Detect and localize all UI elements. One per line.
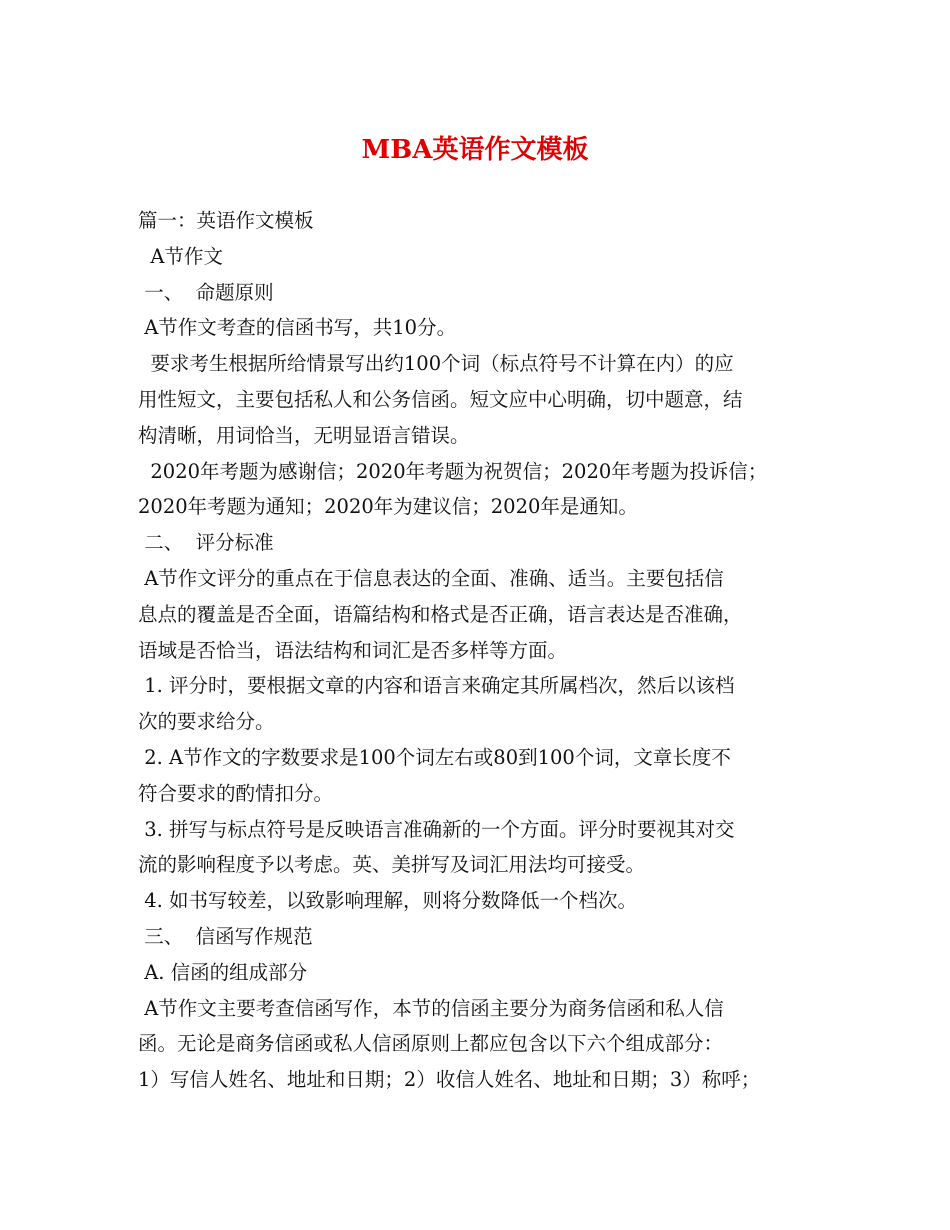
body-line: 次的要求给分。 bbox=[138, 710, 275, 734]
body-line: 一、 命题原则 bbox=[138, 280, 274, 304]
body-line: A. 信函的组成部分 bbox=[138, 960, 308, 984]
body-line: A节作文评分的重点在于信息表达的全面、准确、适当。主要包括信 bbox=[138, 566, 724, 590]
body-line: A节作文考查的信函书写，共10分。 bbox=[138, 316, 457, 340]
body-line: A节作文主要考查信函写作，本节的信函主要分为商务信函和私人信 bbox=[138, 996, 724, 1020]
body-line: 息点的覆盖是否全面，语篇结构和格式是否正确，语言表达是否准确， bbox=[138, 602, 743, 626]
body-line: 符合要求的酌情扣分。 bbox=[138, 781, 334, 805]
body-line: 构清晰，用词恰当，无明显语言错误。 bbox=[138, 423, 470, 447]
body-line: 二、 评分标准 bbox=[138, 531, 274, 555]
body-line: 流的影响程度予以考虑。英、美拼写及词汇用法均可接受。 bbox=[138, 853, 646, 877]
body-line: 用性短文，主要包括私人和公务信函。短文应中心明确，切中题意，结 bbox=[138, 387, 743, 411]
body-line: 函。无论是商务信函或私人信函原则上都应包含以下六个组成部分： bbox=[138, 1032, 724, 1056]
body-line: 4. 如书写较差，以致影响理解，则将分数降低一个档次。 bbox=[138, 889, 638, 913]
body-line: 2020年考题为感谢信；2020年考题为祝贺信；2020年考题为投诉信； bbox=[138, 459, 768, 483]
body-line: A节作文 bbox=[138, 244, 223, 268]
body-line: 1. 评分时，要根据文章的内容和语言来确定其所属档次，然后以该档 bbox=[138, 674, 735, 698]
body-line: 三、 信函写作规范 bbox=[138, 924, 313, 948]
body-line: 2020年考题为通知；2020年为建议信；2020年是通知。 bbox=[138, 495, 638, 519]
document-title: MBA英语作文模板 bbox=[361, 135, 589, 165]
body-line: 语域是否恰当，语法结构和词汇是否多样等方面。 bbox=[138, 638, 568, 662]
body-line: 篇一：英语作文模板 bbox=[138, 209, 314, 232]
body-line: 3. 拼写与标点符号是反映语言准确新的一个方面。评分时要视其对交 bbox=[138, 817, 735, 841]
body-line: 要求考生根据所给情景写出约100个词（标点符号不计算在内）的应 bbox=[138, 352, 734, 376]
document-body bbox=[138, 203, 818, 1098]
body-line: 2. A节作文的字数要求是100个词左右或80到100个词，文章长度不 bbox=[138, 745, 731, 769]
body-line: 1）写信人姓名、地址和日期；2）收信人姓名、地址和日期；3）称呼； bbox=[138, 1068, 761, 1092]
